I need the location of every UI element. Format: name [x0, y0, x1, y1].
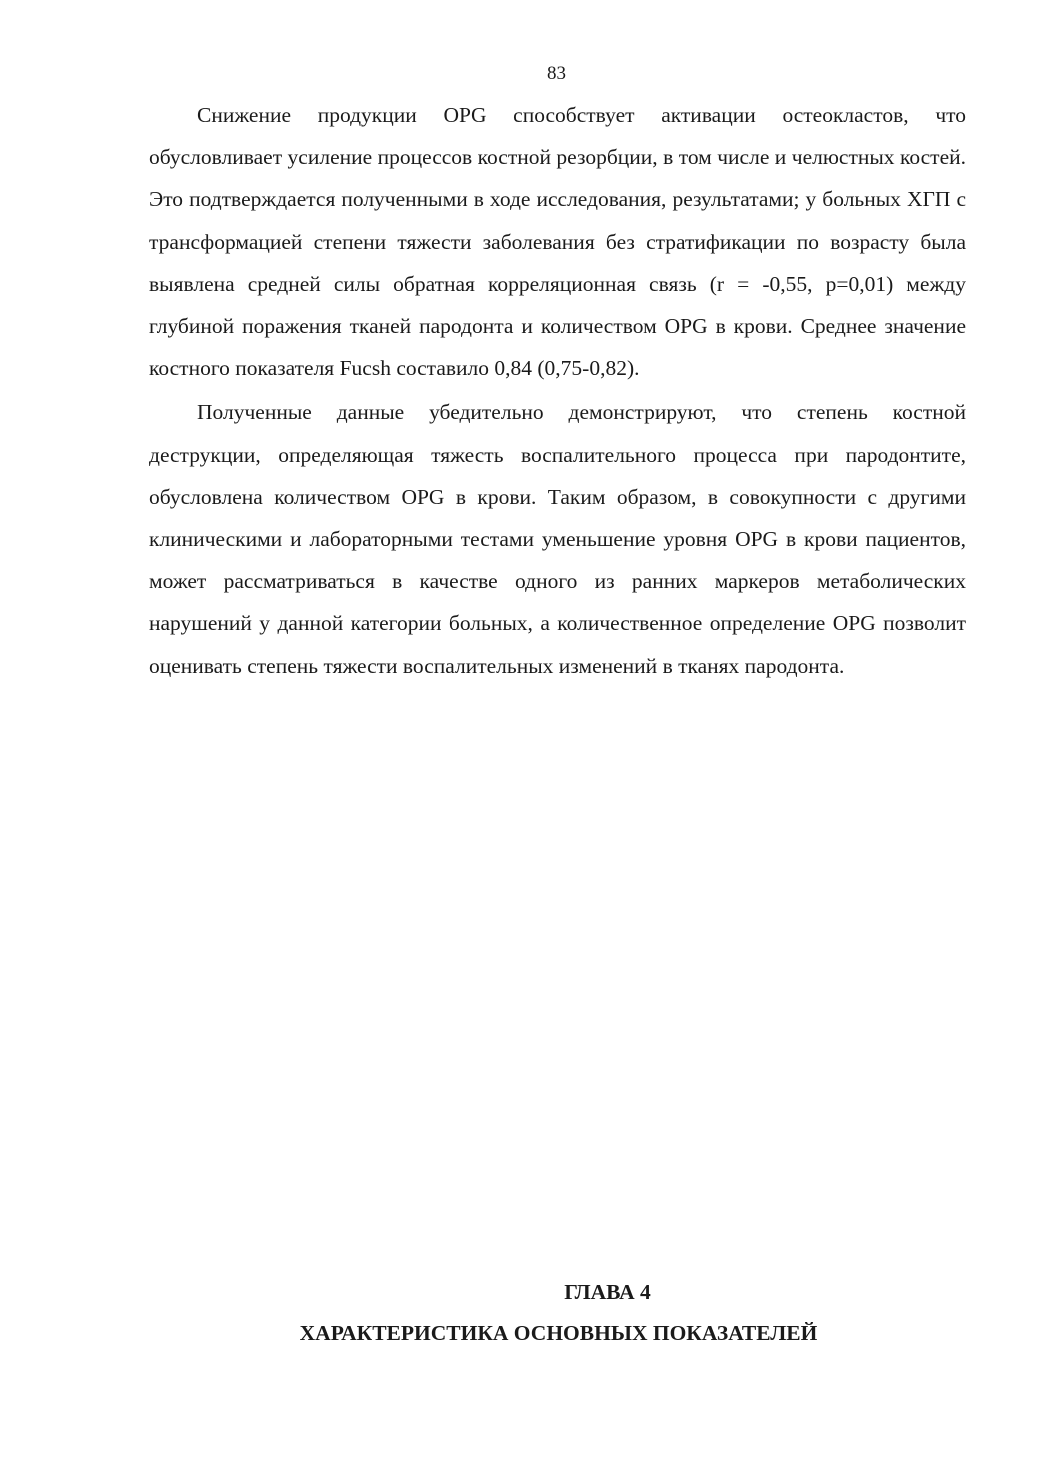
chapter-label: ГЛАВА 4 [564, 1280, 651, 1304]
body-text [149, 94, 966, 689]
paragraph-opg-osteoclasts: Снижение продукции OPG способствует активации остеокластов, что обусловливает усиление процессов костной резорбции, в том числе и челюстных костей. Это подтверждается полученными в ходе исследования, результатами; у больных ХГП с трансформацией степени тяжести заболевания без стратификации по возрасту была выявлена средней силы обратная корреляционная связь (r = -0,55, p=0,01) между глубиной поражения тканей пародонта и количеством OPG в крови. Среднее значение костного показателя Fucsh составило 0,84 (0,75-0,82). [149, 103, 966, 381]
page-number: 83 [547, 63, 566, 84]
paragraph-conclusion: Полученные данные убедительно демонстрируют, что степень костной деструкции, определяющая тяжесть воспалительного процесса при пародонтите, обусловлена количеством OPG в крови. Таким образом, в совокупности с другими клиническими и лабораторными тестами уменьшение уровня OPG в крови пациентов, может рассматриваться в качестве одного из ранних маркеров метаболических нарушений у данной категории больных, а количественное определение OPG позволит оценивать степень тяжести воспалительных изменений в тканях пародонта. [149, 400, 966, 678]
chapter-title: ХАРАКТЕРИСТИКА ОСНОВНЫХ ПОКАЗАТЕЛЕЙ [299, 1321, 818, 1345]
